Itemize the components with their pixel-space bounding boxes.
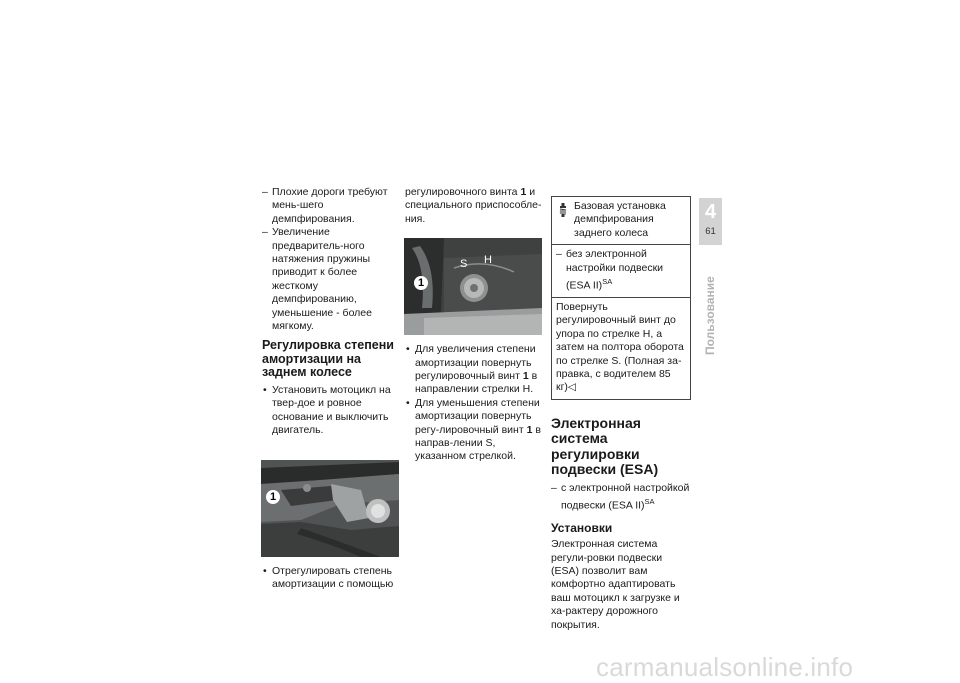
- bullet-decrease-damping: [405, 397, 545, 464]
- chapter-side-label: Пользование: [703, 276, 717, 355]
- dash-item-bad-roads: – Плохие дороги требуют мень-шего демпфирования.: [262, 186, 400, 226]
- photo-adjusting-screw: [404, 238, 542, 335]
- sa-marker: SA: [644, 497, 655, 507]
- note-instruction: Повернуть регулировочный винт до упора по стрелке H, а затем на полтора оборота по стрелке S. (Полная за-правка, с водителем 85 кг)◁: [556, 300, 684, 394]
- screw-number: 1: [526, 423, 533, 436]
- column-2: [405, 186, 545, 464]
- note-title-row: [552, 197, 690, 245]
- subheading-settings: Установки: [551, 521, 613, 536]
- direction-label-s: S: [460, 258, 468, 271]
- photo-callout-1: 1: [266, 490, 280, 504]
- dash-item-esa: [551, 482, 691, 513]
- page-number: 61: [705, 226, 716, 237]
- note-condition-row: [552, 245, 690, 298]
- continued-text-post: и специального приспособле-ния.: [405, 186, 542, 225]
- continued-text: [405, 186, 545, 226]
- sa-marker: SA: [602, 277, 613, 287]
- bullet-place-motorcycle: • Установить мотоцикл на твер-дое и ровное основание и выключить двигатель.: [262, 384, 400, 438]
- shock-absorber-icon: [558, 203, 568, 217]
- watermark: carmanualsonline.info: [596, 652, 854, 682]
- note-condition: [556, 248, 686, 293]
- screw-number: 1: [520, 186, 527, 198]
- dash-item-esa-text: с электронной настройкой подвески (ESA II): [561, 481, 690, 512]
- esa-description: Электронная система регули-ровки подвески (ESA) позволит вам комфортно адаптировать ваш мотоцикл к загрузке и ха-рактеру дорожного покрытия.: [551, 538, 680, 631]
- photo-rear-shock: [261, 460, 399, 557]
- bullet-decrease-post: в направ-лении S, указанном стрелкой.: [415, 423, 541, 463]
- rear-shock-illustration: [261, 460, 399, 557]
- section-heading-rear-damping: Регулировка степени амортизации на заднем колесе: [262, 338, 394, 380]
- photo-callout-1: 1: [414, 276, 428, 290]
- chapter-tab: [699, 198, 722, 245]
- note-instruction-row: [552, 298, 690, 399]
- direction-label-h: H: [484, 254, 492, 267]
- bullet-increase-pre: Для увеличения степени амортизации повернуть регулировочный винт: [415, 343, 536, 383]
- column-1: [262, 186, 400, 591]
- base-setting-note: [551, 196, 691, 400]
- note-title: Базовая установка демпфирования заднего колеса: [574, 200, 666, 239]
- bullet-decrease-pre: Для уменьшения степени амортизации повернуть регу-лировочный винт: [415, 396, 540, 436]
- note-condition-text: без электронной настройки подвески (ESA II): [566, 248, 664, 292]
- bullet-adjust-damping: • Отрегулировать степень амортизации с помощью: [262, 565, 400, 592]
- dash-item-spring-preload: – Увеличение предваритель-ного натяжения пружины приводит к более жесткому демпфированию, уменьшение - более мягкому.: [262, 226, 400, 333]
- section-heading-esa: Электронная система регулировки подвески (ESA): [551, 414, 659, 478]
- screw-number: 1: [522, 370, 529, 383]
- bullet-increase-damping: [405, 343, 545, 397]
- bullet-increase-post: в направлении стрелки H.: [415, 370, 538, 396]
- continued-text-pre: регулировочного винта: [405, 186, 518, 198]
- column-3: [551, 196, 691, 632]
- chapter-number: 4: [704, 201, 717, 223]
